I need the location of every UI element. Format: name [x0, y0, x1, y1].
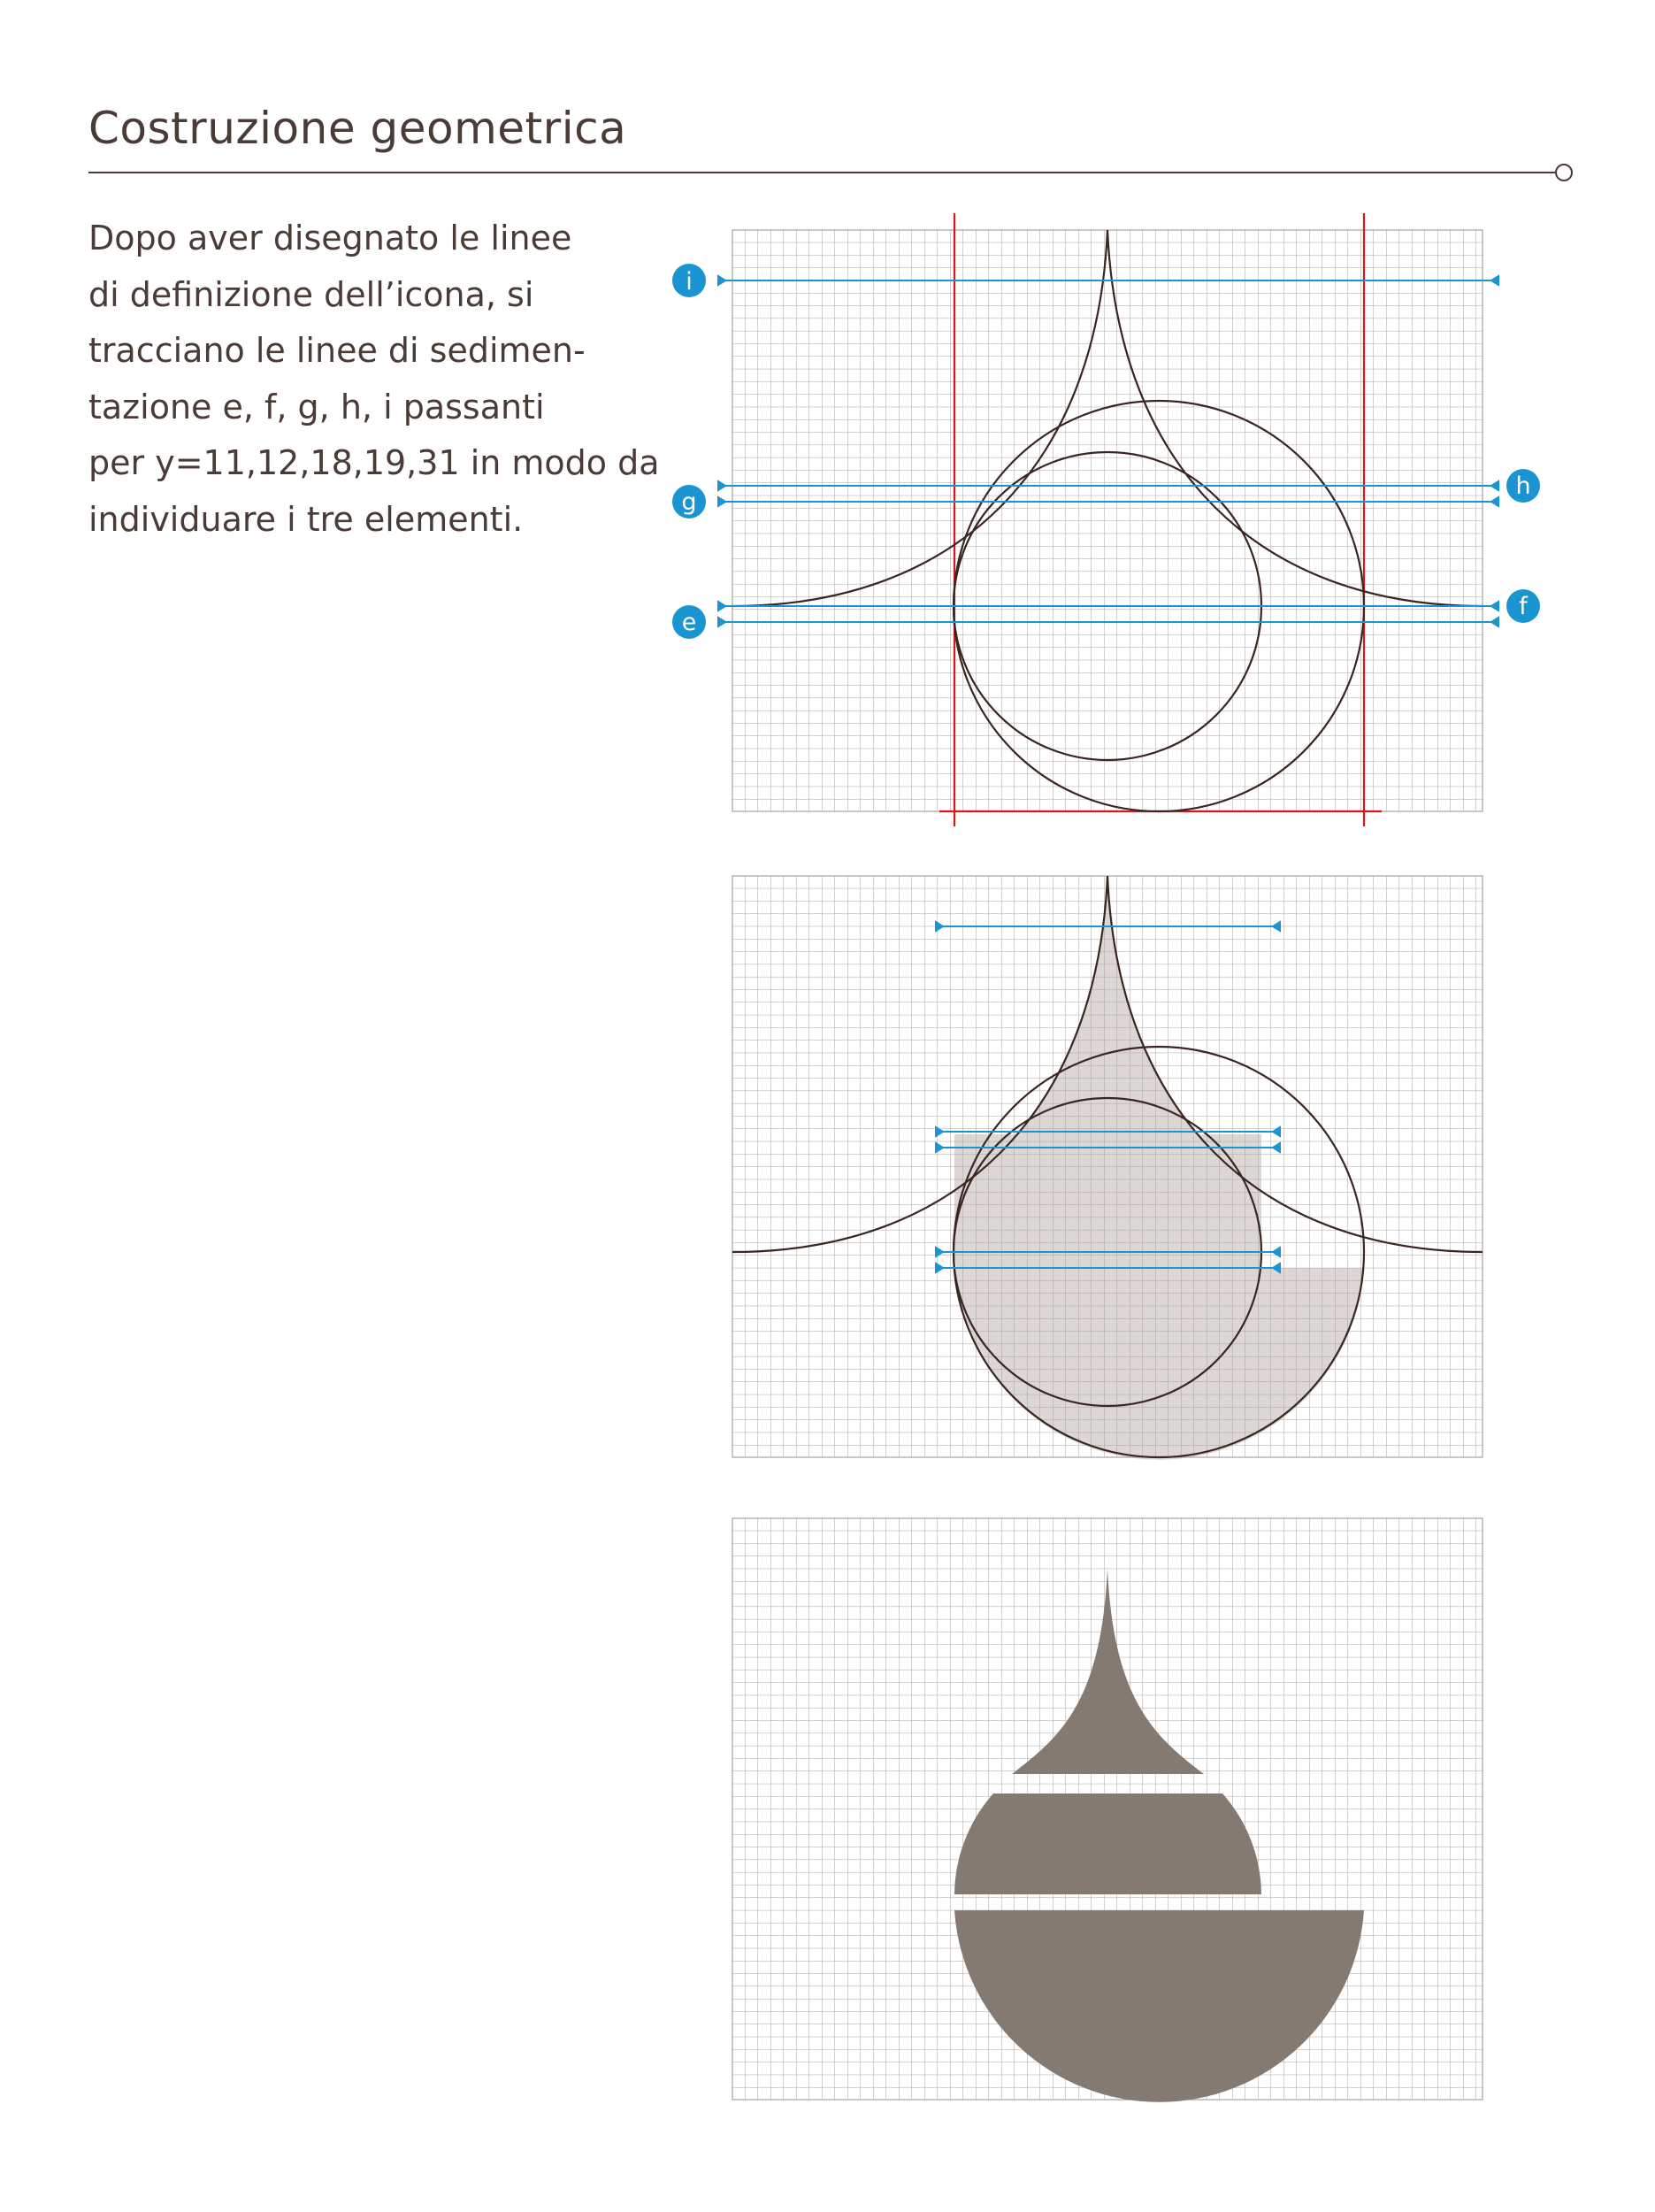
- description-line: di definizione dell’icona, si: [88, 274, 534, 314]
- marker-f-label: f: [1519, 593, 1528, 620]
- marker-g: [672, 485, 706, 518]
- final-icon-diagram: [725, 1509, 1495, 2110]
- description-line: per y=11,12,18,19,31 in modo da: [88, 443, 660, 482]
- marker-h: [1506, 469, 1540, 503]
- marker-e: [672, 605, 706, 639]
- construction-diagram: [655, 204, 1583, 841]
- marker-g-label: g: [681, 488, 697, 516]
- description-line: tazione e, f, g, h, i passanti: [88, 387, 545, 426]
- marker-e-label: e: [681, 609, 697, 636]
- marker-h-label: h: [1515, 472, 1531, 500]
- page-title: Costruzione geometrica: [88, 103, 627, 154]
- icon-middle-band: [954, 1793, 1261, 1894]
- divider-end-circle: [1555, 164, 1573, 181]
- marker-f: [1506, 589, 1540, 623]
- description-line: individuare i tre elementi.: [88, 499, 524, 539]
- marker-i-label: i: [686, 268, 693, 296]
- grid: [732, 230, 1483, 811]
- marker-i: [672, 264, 706, 297]
- grid: [732, 876, 1483, 1457]
- title-divider: [88, 172, 1555, 173]
- description-line: tracciano le linee di sedimen-: [88, 331, 586, 370]
- shaded-construction-diagram: [716, 867, 1504, 1469]
- description-text: [88, 211, 660, 548]
- description-line: Dopo aver disegnato le linee: [88, 219, 572, 257]
